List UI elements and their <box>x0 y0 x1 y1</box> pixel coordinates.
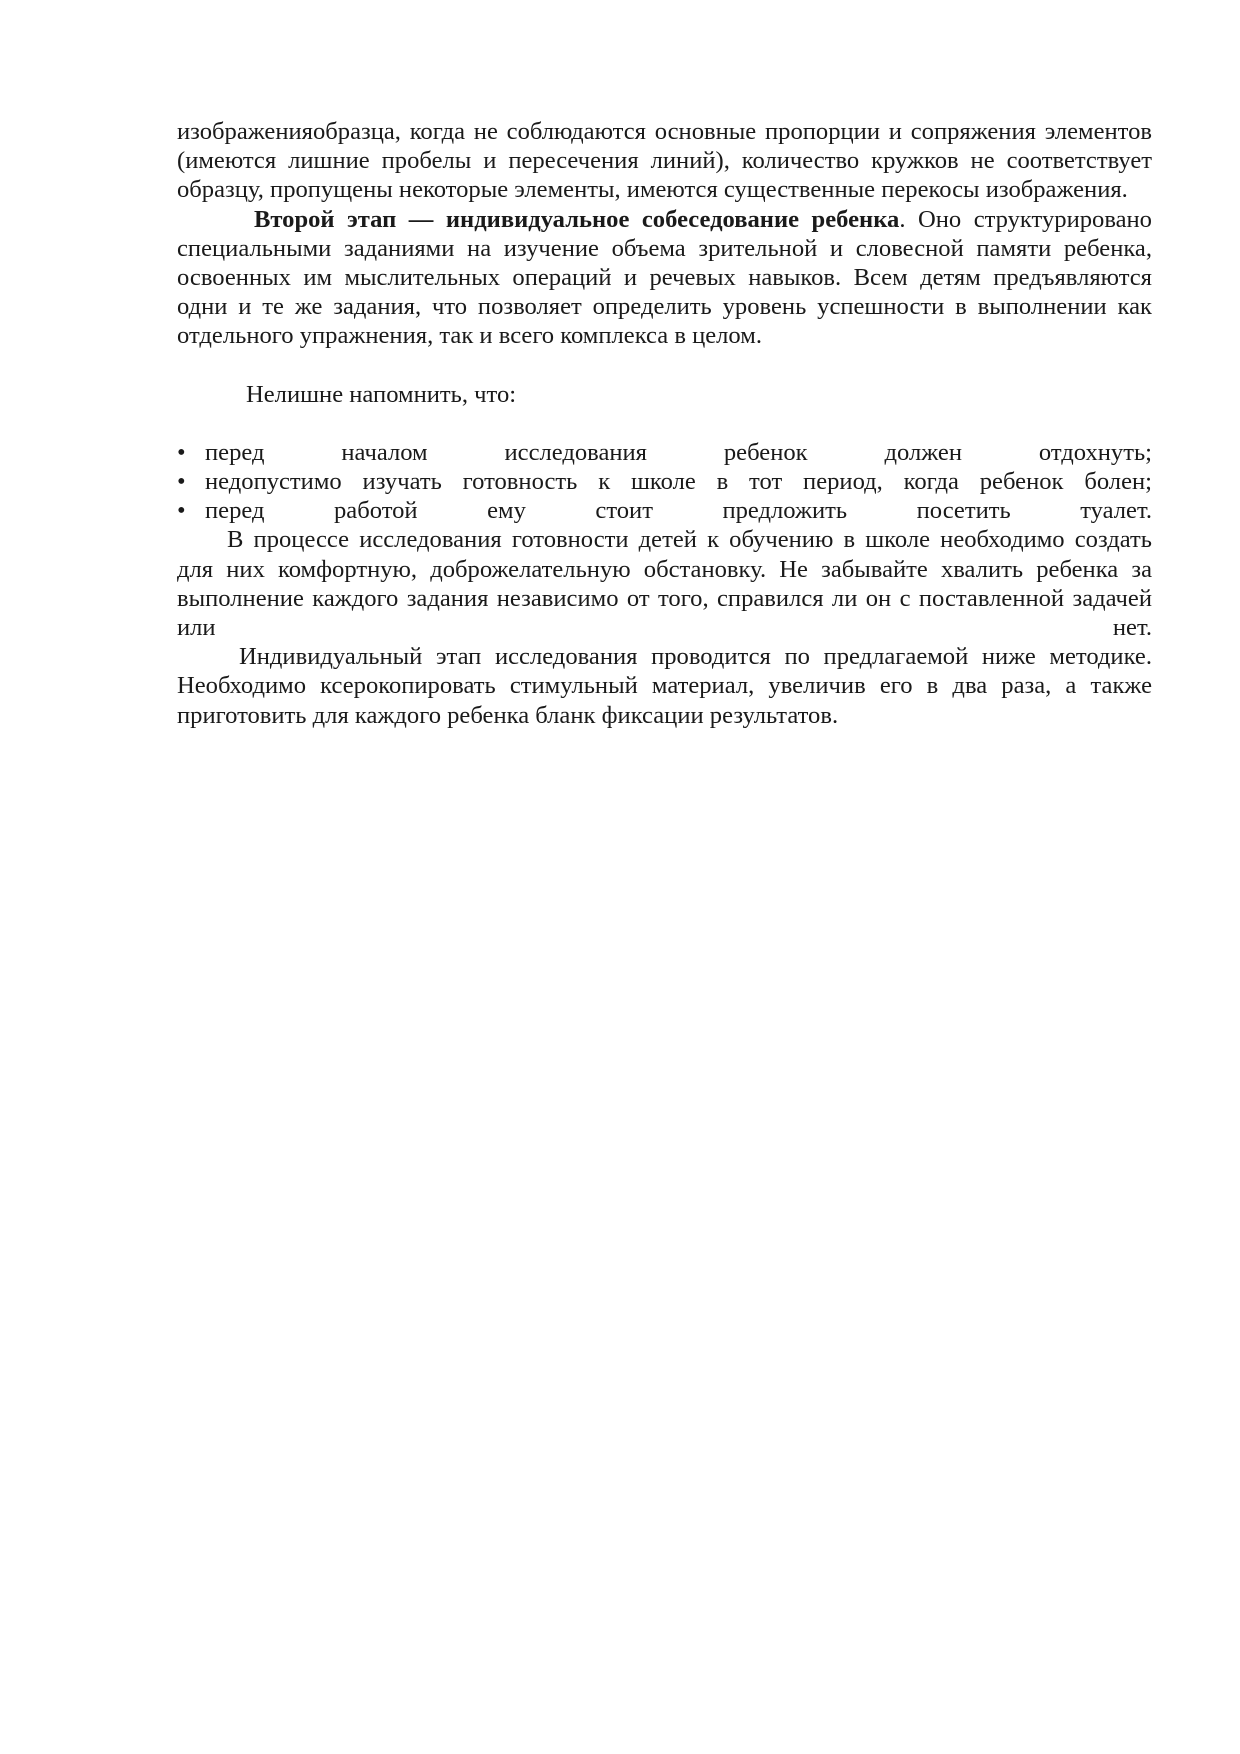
list-item-text: перед началом исследования ребенок должен отдохнуть; <box>205 438 1152 466</box>
bullet-icon: • <box>177 468 186 496</box>
list-item <box>177 467 1152 496</box>
bullet-icon: • <box>177 497 186 525</box>
paragraph-image-errors: изображенияобразца, когда не соблюдаются основные пропорции и сопряжения элементов (имеются лишние пробелы и пересечения линий), количество кружков не соответствует образцу, пропущены некоторые элементы, имеются существенные перекосы изображения. <box>177 118 1152 204</box>
paragraph-individual-stage: Индивидуальный этап исследования проводится по предлагаемой ниже методике. Необходимо ксерокопировать стимульный материал, увеличив его в два раза, а также приготовить для каждого ребенка бланк фиксации результатов. <box>177 643 1152 729</box>
bullet-icon: • <box>177 438 186 466</box>
reminder-list <box>177 438 1152 526</box>
list-item-text: недопустимо изучать готовность к школе в тот период, когда ребенок болен; <box>205 468 1152 496</box>
paragraph-comfortable-environment: В процессе исследования готовности детей к обучению в школе необходимо создать для них комфортную, доброжелательную обстановку. Не забывайте хвалить ребенка за выполнение каждого задания независимо от того, справился ли он с поставленной задачей или нет. <box>177 526 1152 642</box>
paragraph-reminder-intro: Нелишне напомнить, что: <box>246 380 517 408</box>
paragraph-second-stage <box>177 205 1152 351</box>
document-body <box>177 117 1152 730</box>
second-stage-heading: Второй этап — индивидуальное собеседование ребенка <box>254 205 900 233</box>
list-item-text: перед работой ему стоит предложить посетить туалет. <box>205 497 1152 525</box>
list-item <box>177 438 1152 467</box>
list-item <box>177 496 1152 525</box>
second-stage-text: . Оно структурировано специальными заданиями на изучение объема зрительной и словесной памяти ребенка, освоенных им мыслительных операций и речевых навыков. Всем детям предъявляются одни и те же задания, что позволяет определить уровень успешности в выполнении как отдельного упражнения, так и всего комплекса в целом. <box>177 205 1152 350</box>
